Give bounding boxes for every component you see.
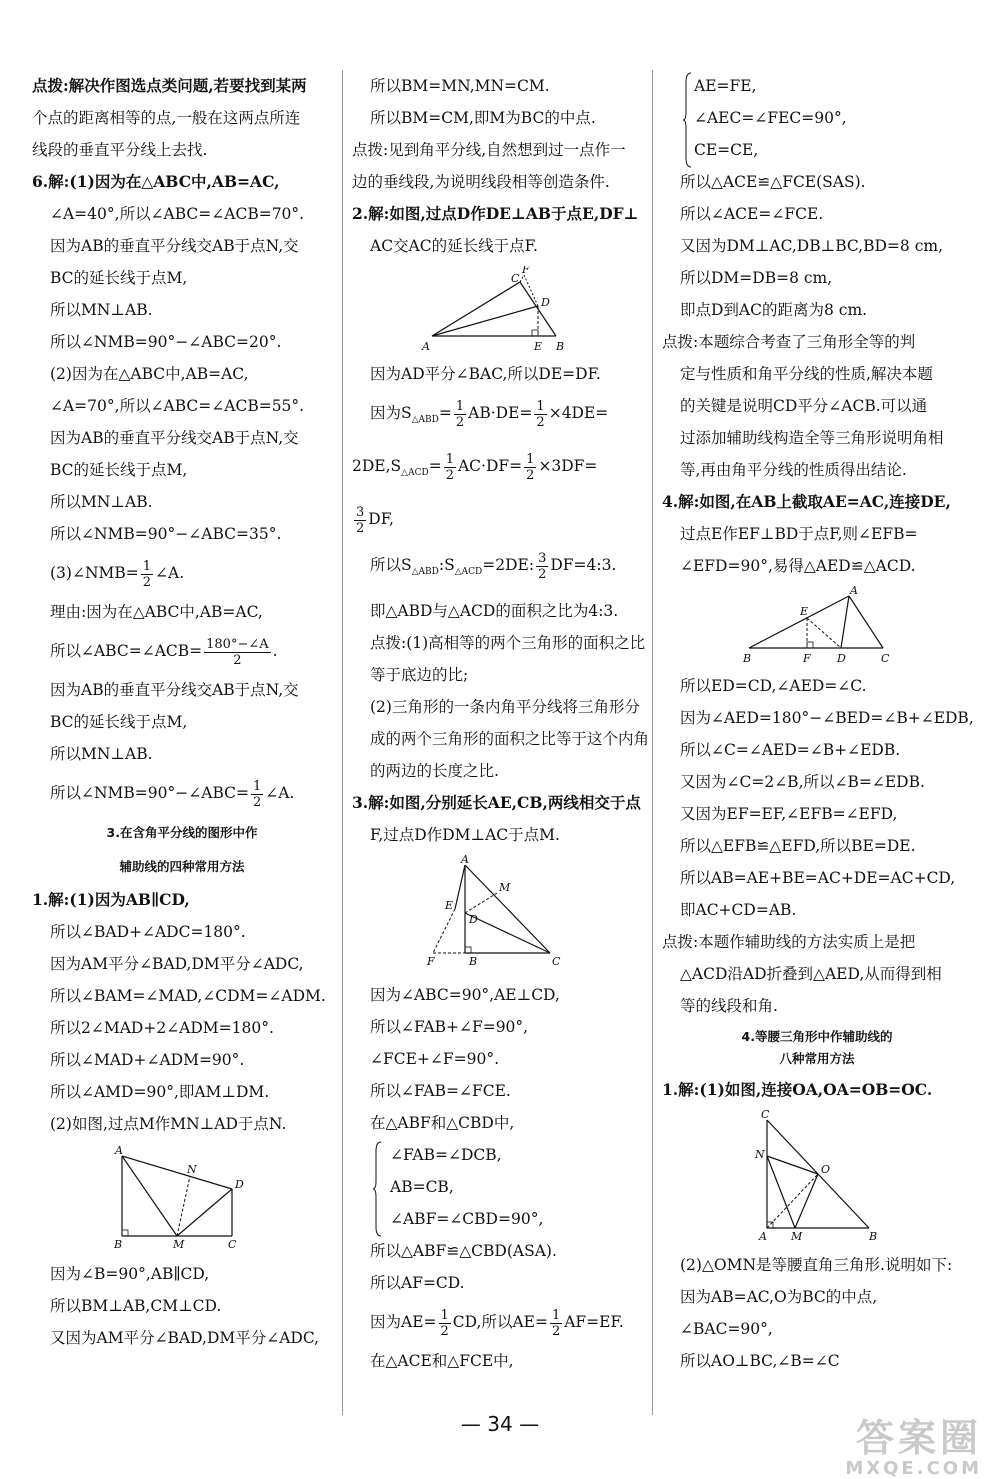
text-seg: 2DE,S	[352, 457, 402, 476]
problem-6-heading: 6.解:(1)因为在△ABC中,AB=AC,	[32, 172, 280, 191]
fraction-num: 3	[538, 550, 547, 566]
column-2	[352, 70, 650, 1377]
vertex-label: C	[228, 1238, 237, 1251]
text-seg: ×3DF=	[538, 457, 598, 476]
text-line: 所以MN⊥AB.	[50, 745, 153, 763]
text-line: 定与性质和角平分线的性质,解决本题	[680, 365, 933, 383]
fraction-den: 2	[233, 652, 242, 668]
text-line: ∠FAB=∠DCB,	[390, 1146, 502, 1165]
text-line: 因为AB=AC,O为BC的中点,	[680, 1288, 878, 1306]
vertex-label: B	[555, 340, 564, 353]
vertex-label: N	[755, 1148, 765, 1161]
fraction-num: 1	[455, 398, 465, 414]
text-seg: =2DE:	[482, 556, 535, 575]
figure-quadrilateral-abcd	[112, 1144, 252, 1254]
vertex-label: C	[881, 652, 890, 665]
text-seg: AC·DF=	[457, 457, 523, 476]
text-line: 即AC+CD=AB.	[680, 901, 797, 919]
vertex-label: A	[421, 340, 430, 353]
text-line: 因为AB的垂直平分线交AB于点N,交	[50, 237, 299, 255]
text-line: 过添加辅助线构造全等三角形说明角相	[680, 429, 944, 447]
text-line: ∠ABF=∠CBD=90°,	[390, 1210, 544, 1229]
figure-triangle-abc-4	[737, 586, 897, 666]
watermark-logo-text: 答案圈	[855, 1416, 982, 1460]
fraction	[534, 399, 546, 430]
text-seg: .	[272, 642, 278, 660]
figure-isosceles-right-triangle	[747, 1110, 887, 1245]
text-line: 所以MN⊥AB.	[50, 493, 153, 511]
text-line: 所以△ABF≌△CBD(ASA).	[370, 1242, 557, 1261]
text-line: 在△ACE和△FCE中,	[370, 1352, 514, 1371]
text-line: 即△ABD与△ACD的面积之比为4:3.	[370, 602, 619, 621]
fraction	[204, 637, 271, 668]
vertex-label: F	[521, 266, 530, 276]
fraction-den: 2	[440, 1323, 449, 1339]
equation-system	[352, 1139, 647, 1235]
text-line	[352, 542, 647, 595]
text-line: (2)三角形的一条内角平分线将三角形分	[370, 698, 640, 717]
text-line	[32, 628, 332, 674]
text-line: 因为∠ABC=90°,AE⊥CD,	[370, 986, 560, 1005]
fraction-num: 3	[356, 504, 365, 520]
text-line	[352, 390, 647, 443]
problem-1-heading: 1.解:(1)因为AB∥CD,	[32, 890, 190, 909]
problem-2-heading: 2.解:如图,过点D作DE⊥AB于点E,DF⊥	[352, 204, 639, 223]
text-line: 等,再由角平分线的性质得出结论.	[680, 461, 907, 479]
text-seg: =	[428, 457, 442, 476]
text-seg: 所以S	[370, 556, 412, 575]
fraction-num: 1	[440, 1307, 449, 1323]
vertex-label: A	[460, 855, 469, 867]
text-line: 又因为∠C=2∠B,所以∠B=∠EDB.	[680, 773, 925, 791]
subscript: △ACD	[454, 567, 483, 578]
vertex-label: N	[187, 1163, 197, 1176]
text-seg: CD,所以AE=	[452, 1313, 548, 1332]
text-seg: DF,	[368, 510, 394, 529]
fraction-den: 2	[455, 414, 465, 430]
fraction-num: 1	[445, 451, 454, 467]
vertex-label: B	[869, 1230, 878, 1243]
equation-system	[662, 70, 972, 166]
text-line: 所以∠NMB=90°−∠ABC=35°.	[50, 525, 282, 543]
text-line: 又因为AM平分∠BAD,DM平分∠ADC,	[50, 1329, 320, 1347]
figure-right-triangle-abc	[425, 855, 575, 975]
text-line: △ACD沿AD折叠到△AED,从而得到相	[680, 965, 942, 983]
watermark-url: MXQE.COM	[845, 1458, 982, 1479]
column-3	[662, 70, 972, 1377]
text-line: 的两边的长度之比.	[370, 762, 499, 781]
text-line: AC交AC的延长线于点F.	[370, 237, 538, 255]
vertex-label: B	[743, 652, 752, 665]
fraction	[439, 1308, 451, 1339]
text-line: 因为AB的垂直平分线交AB于点N,交	[50, 429, 299, 447]
text-line: 所以BM=CM,即M为BC的中点.	[370, 109, 596, 127]
fraction	[524, 452, 536, 483]
fraction-num: 180°−∠A	[206, 636, 269, 652]
text-line: BC的延长线于点M,	[50, 461, 188, 479]
vertex-label: M	[173, 1238, 185, 1251]
column-divider-1	[342, 70, 343, 1415]
text-line: 的关键是说明CD平分∠ACB.可以通	[680, 397, 928, 415]
text-seg: ×4DE=	[548, 404, 609, 422]
text-line: ∠FCE+∠F=90°.	[370, 1050, 500, 1069]
vertex-label: E	[533, 340, 542, 353]
vertex-label: D	[837, 652, 846, 665]
text-line: 个点的距离相等的点,一般在这两点所连	[32, 109, 301, 127]
text-line: ∠A=70°,所以∠ABC=∠ACB=55°.	[50, 397, 305, 415]
text-line: 所以MN⊥AB.	[50, 301, 153, 319]
brace-icon	[682, 72, 692, 168]
text-line: 所以∠BAM=∠MAD,∠CDM=∠ADM.	[50, 987, 326, 1005]
fraction	[536, 551, 548, 582]
fraction	[454, 399, 466, 430]
text-seg: 所以∠NMB=90°−∠ABC=	[50, 784, 249, 802]
text-line: 即点D到AC的距离为8 cm.	[680, 301, 868, 319]
text-line: 线段的垂直平分线上去找.	[32, 141, 208, 159]
fraction	[444, 452, 456, 483]
section-heading-3a: 3.在含角平分线的图形中作	[106, 825, 258, 840]
text-line: AB=CB,	[390, 1178, 454, 1197]
text-seg: ∠A.	[265, 784, 295, 802]
fraction-den: 2	[551, 1323, 561, 1339]
text-line: F,过点D作DM⊥AC于点M.	[370, 826, 560, 845]
text-line: 又因为EF=EF,∠EFB=∠EFD,	[680, 805, 898, 823]
vertex-label: O	[821, 1163, 831, 1176]
text-line: 因为AB的垂直平分线交AB于点N,交	[50, 681, 299, 699]
fraction-num: 1	[142, 558, 152, 574]
text-line: (2)因为在△ABC中,AB=AC,	[50, 365, 249, 383]
text-line: 因为∠AED=180°−∠BED=∠B+∠EDB,	[680, 709, 974, 727]
text-line: 所以BM=MN,MN=CM.	[370, 77, 550, 95]
text-line: (2)如图,过点M作MN⊥AD于点N.	[50, 1115, 287, 1133]
vertex-label: D	[468, 913, 478, 927]
vertex-label: M	[498, 881, 510, 895]
text-line: 所以AB=AE+BE=AC+DE=AC+CD,	[680, 869, 956, 887]
fraction-den: 2	[445, 467, 454, 483]
fraction-den: 2	[538, 566, 547, 582]
fraction-num: 1	[526, 451, 535, 467]
text-line	[352, 496, 647, 542]
text-line: 又因为DM⊥AC,DB⊥BC,BD=8 cm,	[680, 237, 944, 255]
text-line: 所以∠ACE=∠FCE.	[680, 205, 824, 223]
text-line: 因为AM平分∠BAD,DM平分∠ADC,	[50, 955, 304, 973]
text-seg: ∠A.	[155, 564, 185, 582]
text-line: ∠BAC=90°,	[680, 1320, 773, 1338]
text-line: 所以∠FAB+∠F=90°,	[370, 1018, 529, 1037]
section-heading-4b: 八种常用方法	[779, 1051, 855, 1066]
figure-triangle-abc-2	[420, 266, 580, 354]
subscript: △ABD	[411, 567, 439, 578]
subscript: △ACD	[401, 468, 429, 479]
column-divider-2	[652, 70, 653, 1415]
text-line	[32, 550, 332, 596]
text-line	[352, 1299, 647, 1345]
fraction-num: 1	[252, 778, 262, 794]
brace-icon	[372, 1141, 382, 1237]
text-seg: :S	[438, 556, 455, 575]
text-line: 所以BM⊥AB,CM⊥CD.	[50, 1297, 222, 1315]
vertex-label: A	[850, 586, 858, 597]
tip-label: 点拨:解决作图选点类问题,若要找到某两	[32, 76, 307, 95]
subscript: △ABD	[411, 415, 439, 426]
text-line: 等的线段和角.	[680, 997, 778, 1015]
text-line: ∠AEC=∠FEC=90°,	[694, 109, 847, 127]
vertex-label: C	[761, 1110, 770, 1121]
problem-3-heading: 3.解:如图,分别延长AE,CB,两线相交于点	[352, 793, 641, 813]
vertex-label: D	[540, 296, 550, 309]
fraction	[550, 1308, 562, 1339]
vertex-label: B	[468, 955, 477, 969]
fraction-den: 2	[536, 414, 545, 430]
vertex-label: A	[759, 1230, 767, 1243]
column-1	[32, 70, 332, 1354]
fraction-den: 2	[526, 467, 535, 483]
text-line: 所以△ACE≌△FCE(SAS).	[680, 173, 866, 191]
text-line: 所以∠FAB=∠FCE.	[370, 1082, 511, 1101]
vertex-label: C	[551, 955, 560, 969]
section-heading-3b: 辅助线的四种常用方法	[119, 859, 245, 874]
text-line: 在△ABF和△CBD中,	[370, 1114, 515, 1133]
text-line: 因为AD平分∠BAC,所以DE=DF.	[370, 365, 601, 383]
section-heading-4a: 4.等腰三角形中作辅助线的	[741, 1029, 893, 1044]
text-line: ∠EFD=90°,易得△AED≌△ACD.	[680, 557, 916, 575]
text-line: 所以∠C=∠AED=∠B+∠EDB.	[680, 741, 901, 759]
fraction	[251, 779, 263, 810]
text-line: 等于底边的比;	[370, 666, 469, 685]
text-line: BC的延长线于点M,	[50, 713, 188, 731]
text-seg: AB·DE=	[468, 404, 533, 422]
text-line: ∠A=40°,所以∠ABC=∠ACB=70°.	[50, 205, 305, 223]
vertex-label: F	[426, 955, 435, 969]
fraction	[354, 505, 366, 536]
text-line: 所以AF=CD.	[370, 1274, 465, 1293]
text-line: 所以DM=DB=8 cm,	[680, 269, 833, 287]
page-number: — 34 —	[460, 1412, 540, 1436]
fraction-num: 1	[551, 1307, 561, 1323]
text-line: 所以AO⊥BC,∠B=∠C	[680, 1352, 840, 1370]
text-line: 点拨:(1)高相等的两个三角形的面积之比	[370, 634, 646, 653]
text-line	[32, 70, 332, 102]
text-line: 所以∠NMB=90°−∠ABC=20°.	[50, 333, 282, 351]
text-line: 成的两个三角形的面积之比等于这个内角	[370, 730, 650, 749]
text-seg: 因为S	[370, 404, 412, 422]
vertex-label: C	[510, 272, 519, 285]
text-line: 边的垂线段,为说明线段相等创造条件.	[352, 173, 610, 191]
vertex-label: F	[803, 652, 811, 665]
text-line: 所以∠MAD+∠ADM=90°.	[50, 1051, 245, 1069]
text-seg: (3)∠NMB=	[50, 564, 139, 582]
vertex-label: M	[791, 1230, 803, 1243]
vertex-label: A	[115, 1144, 123, 1157]
text-line: 点拨:见到角平分线,自然想到过一点作一	[352, 141, 626, 159]
problem-4-heading: 4.解:如图,在AB上截取AE=AC,连接DE,	[662, 492, 951, 511]
vertex-label: E	[800, 605, 809, 618]
text-line: 因为∠B=90°,AB∥CD,	[50, 1265, 210, 1283]
text-line: 所以ED=CD,∠AED=∠C.	[680, 677, 867, 695]
text-line: CE=CE,	[694, 141, 759, 159]
text-line: AE=FE,	[694, 77, 757, 95]
vertex-label: E	[444, 899, 453, 913]
problem-1-heading: 1.解:(1)如图,连接OA,OA=OB=OC.	[662, 1080, 933, 1099]
text-line	[352, 443, 647, 496]
text-line: 所以△EFB≌△EFD,所以BE=DE.	[680, 837, 916, 855]
text-line: 过点E作EF⊥BD于点F,则∠EFB=	[680, 525, 918, 543]
text-seg: =	[438, 404, 452, 422]
text-line: 所以∠AMD=90°,即AM⊥DM.	[50, 1083, 270, 1101]
fraction-den: 2	[252, 794, 262, 810]
vertex-label: B	[114, 1238, 123, 1251]
fraction-den: 2	[356, 520, 365, 536]
text-line: (2)△OMN是等腰直角三角形.说明如下:	[680, 1256, 953, 1274]
text-line: 点拨:本题综合考查了三角形全等的判	[662, 333, 916, 351]
vertex-label: D	[235, 1178, 244, 1191]
text-line: 点拨:本题作辅助线的方法实质上是把	[662, 933, 916, 951]
text-line: 理由:因为在△ABC中,AB=AC,	[50, 603, 263, 621]
text-seg: 因为AE=	[370, 1313, 437, 1332]
text-line: 所以∠BAD+∠ADC=180°.	[50, 923, 246, 941]
text-seg: 所以∠ABC=∠ACB=	[50, 642, 203, 660]
text-line	[32, 770, 332, 816]
fraction	[141, 559, 153, 590]
text-line: 所以2∠MAD+2∠ADM=180°.	[50, 1019, 274, 1037]
fraction-num: 1	[536, 398, 545, 414]
text-seg: DF=4:3.	[550, 556, 617, 575]
watermark	[845, 1418, 982, 1479]
text-seg: AF=EF.	[564, 1313, 624, 1332]
fraction-den: 2	[142, 574, 152, 590]
text-line: BC的延长线于点M,	[50, 269, 188, 287]
